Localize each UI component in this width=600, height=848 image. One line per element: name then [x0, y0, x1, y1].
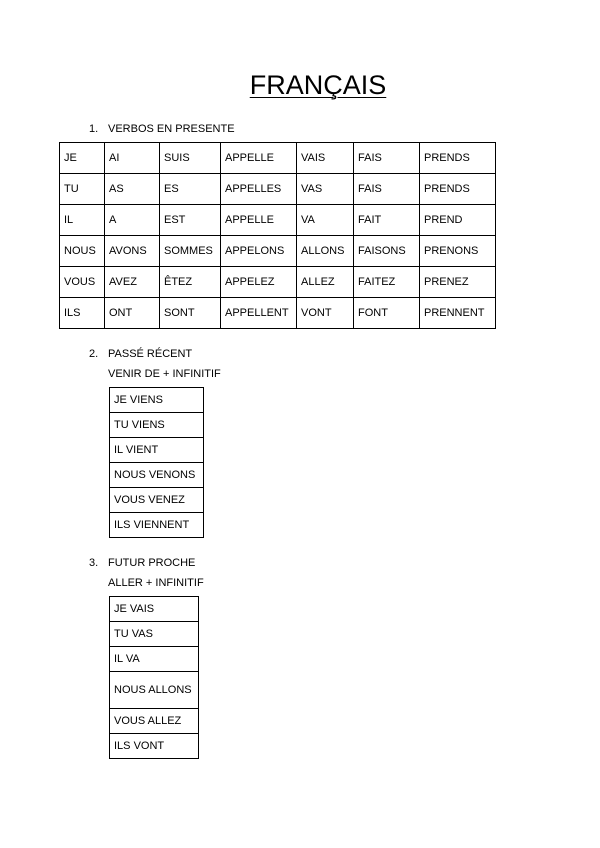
- table-cell-prendre: PRENDS: [420, 143, 496, 174]
- table-cell-aller: ALLONS: [297, 236, 354, 267]
- section-title: VERBOS EN PRESENTE: [108, 123, 235, 135]
- table-cell-etre: EST: [160, 205, 221, 236]
- section-number: 3.: [89, 557, 99, 569]
- table-row: [60, 267, 496, 298]
- table-row: [110, 438, 204, 463]
- table-cell-appeler: APPELLE: [221, 143, 297, 174]
- table-cell-faire: FAITEZ: [354, 267, 420, 298]
- table-cell-pronoun: IL: [60, 205, 105, 236]
- table-cell-prendre: PRENNENT: [420, 298, 496, 329]
- section-number: 2.: [89, 348, 99, 360]
- table-cell-appeler: APPELLENT: [221, 298, 297, 329]
- section-heading-futur-proche: [89, 557, 195, 569]
- table-cell-etre: SONT: [160, 298, 221, 329]
- conjugation-cell: VOUS VENEZ: [110, 488, 204, 513]
- conjugation-cell: NOUS VENONS: [110, 463, 204, 488]
- table-cell-pronoun: NOUS: [60, 236, 105, 267]
- table-cell-aller: VA: [297, 205, 354, 236]
- table-cell-faire: FAIS: [354, 143, 420, 174]
- section-heading-passe-recent: [89, 348, 192, 360]
- table-row: [110, 513, 204, 538]
- table-row: [110, 672, 199, 709]
- table-cell-avoir: AVONS: [105, 236, 160, 267]
- page-title: FRANÇAIS: [249, 70, 387, 100]
- table-cell-prendre: PRENONS: [420, 236, 496, 267]
- table-cell-appeler: APPELEZ: [221, 267, 297, 298]
- futur-proche-table: [109, 596, 199, 759]
- table-cell-pronoun: JE: [60, 143, 105, 174]
- conjugation-cell: TU VAS: [110, 622, 199, 647]
- present-tense-table: [59, 142, 496, 329]
- table-row: [60, 298, 496, 329]
- section-subheading: VENIR DE + INFINITIF: [108, 368, 221, 380]
- table-cell-etre: ÊTEZ: [160, 267, 221, 298]
- table-row: [110, 488, 204, 513]
- table-cell-appeler: APPELLES: [221, 174, 297, 205]
- table-cell-avoir: AI: [105, 143, 160, 174]
- table-cell-etre: SOMMES: [160, 236, 221, 267]
- conjugation-cell: TU VIENS: [110, 413, 204, 438]
- table-cell-prendre: PREND: [420, 205, 496, 236]
- section-number: 1.: [89, 123, 99, 135]
- table-row: [110, 463, 204, 488]
- conjugation-cell: JE VAIS: [110, 597, 199, 622]
- table-cell-faire: FAISONS: [354, 236, 420, 267]
- table-cell-pronoun: ILS: [60, 298, 105, 329]
- passe-recent-table: [109, 387, 204, 538]
- table-cell-prendre: PRENDS: [420, 174, 496, 205]
- conjugation-cell: NOUS ALLONS: [110, 672, 199, 709]
- table-row: [110, 734, 199, 759]
- conjugation-cell: IL VIENT: [110, 438, 204, 463]
- table-row: [60, 236, 496, 267]
- section-heading-present: [89, 123, 235, 135]
- table-cell-etre: ES: [160, 174, 221, 205]
- table-cell-appeler: APPELLE: [221, 205, 297, 236]
- table-cell-avoir: A: [105, 205, 160, 236]
- table-row: [60, 174, 496, 205]
- conjugation-cell: VOUS ALLEZ: [110, 709, 199, 734]
- table-cell-faire: FAIT: [354, 205, 420, 236]
- table-row: [110, 647, 199, 672]
- table-row: [110, 413, 204, 438]
- section-subheading: ALLER + INFINITIF: [108, 577, 204, 589]
- table-row: [110, 597, 199, 622]
- section-title: FUTUR PROCHE: [108, 557, 196, 569]
- table-row: [60, 205, 496, 236]
- table-cell-aller: ALLEZ: [297, 267, 354, 298]
- table-row: [60, 143, 496, 174]
- table-cell-pronoun: TU: [60, 174, 105, 205]
- table-cell-faire: FAIS: [354, 174, 420, 205]
- conjugation-cell: JE VIENS: [110, 388, 204, 413]
- table-cell-appeler: APPELONS: [221, 236, 297, 267]
- table-cell-avoir: ONT: [105, 298, 160, 329]
- table-cell-aller: VAS: [297, 174, 354, 205]
- table-cell-avoir: AVEZ: [105, 267, 160, 298]
- table-cell-pronoun: VOUS: [60, 267, 105, 298]
- table-cell-aller: VAIS: [297, 143, 354, 174]
- table-cell-faire: FONT: [354, 298, 420, 329]
- conjugation-cell: IL VA: [110, 647, 199, 672]
- conjugation-cell: ILS VIENNENT: [110, 513, 204, 538]
- table-row: [110, 388, 204, 413]
- table-cell-aller: VONT: [297, 298, 354, 329]
- table-cell-etre: SUIS: [160, 143, 221, 174]
- table-row: [110, 709, 199, 734]
- table-cell-avoir: AS: [105, 174, 160, 205]
- table-row: [110, 622, 199, 647]
- table-cell-prendre: PRENEZ: [420, 267, 496, 298]
- section-title: PASSÉ RÉCENT: [108, 348, 193, 360]
- conjugation-cell: ILS VONT: [110, 734, 199, 759]
